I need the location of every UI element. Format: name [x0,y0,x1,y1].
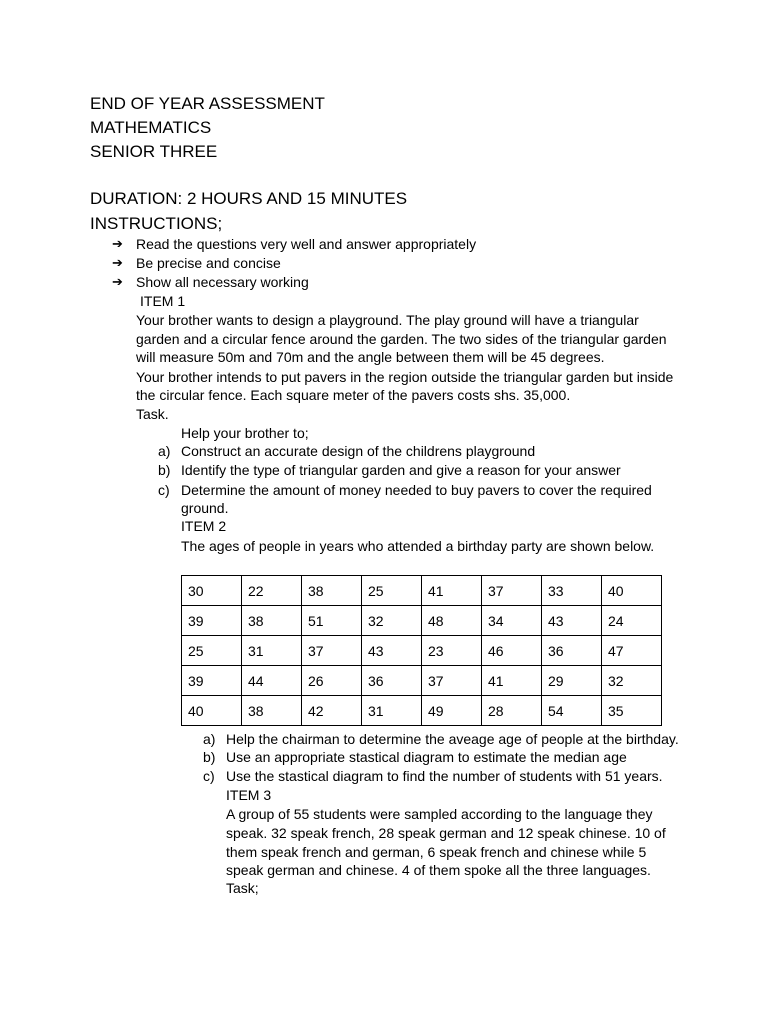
arrow-right-icon: ➔ [112,255,123,270]
table-cell: 40 [182,696,242,726]
table-cell: 39 [182,606,242,636]
question-text: Use an appropriate stastical diagram to estimate the median age [226,749,627,765]
table-cell: 54 [542,696,602,726]
table-cell: 38 [242,696,302,726]
question-label: a) [203,731,216,747]
table-cell: 41 [482,666,542,696]
table-cell: 42 [302,696,362,726]
item3-paragraph-line: speak german and chinese. 4 of them spoke all the three languages. [226,862,651,878]
exam-class: SENIOR THREE [90,142,218,161]
question-label: c) [158,482,170,498]
table-cell: 29 [542,666,602,696]
instruction-item: Show all necessary working [136,274,309,290]
item3-paragraph-line: A group of 55 students were sampled according to the language they [226,806,653,822]
instructions-heading: INSTRUCTIONS; [90,214,223,233]
table-cell: 32 [602,666,662,696]
question-text: Construct an accurate design of the childrens playground [181,443,536,459]
table-cell: 23 [422,636,482,666]
question-label: a) [158,443,171,459]
table-cell: 28 [482,696,542,726]
item3-paragraph-line: speak. 32 speak french, 28 speak german and 12 speak chinese. 10 of [226,825,666,841]
table-cell: 31 [242,636,302,666]
item1-paragraph-line: Your brother wants to design a playground. The play ground will have a triangular [136,312,639,328]
table-cell: 30 [182,576,242,606]
question-text: Determine the amount of money needed to buy pavers to cover the required [181,482,652,498]
item1-paragraph-line: garden and a circular fence around the garden. The two sides of the triangular garden [136,331,667,347]
table-cell: 25 [362,576,422,606]
table-row [182,636,662,666]
item1-paragraph-line: will measure 50m and 70m and the angle between them will be 45 degrees. [136,349,605,365]
table-cell: 38 [242,606,302,636]
table-row [182,606,662,636]
table-cell: 22 [242,576,302,606]
table-cell: 46 [482,636,542,666]
question-label: b) [203,749,216,765]
table-cell: 37 [302,636,362,666]
item3-task-label: Task; [226,880,259,896]
item1-paragraph-line: Your brother intends to put pavers in the region outside the triangular garden but inside [136,369,674,385]
exam-title: END OF YEAR ASSESSMENT [90,94,325,113]
question-label: c) [203,768,215,784]
arrow-right-icon: ➔ [112,274,123,289]
question-text: Identify the type of triangular garden and give a reason for your answer [181,462,621,478]
instruction-item: Be precise and concise [136,255,281,271]
table-cell: 36 [542,636,602,666]
table-cell: 33 [542,576,602,606]
table-cell: 49 [422,696,482,726]
item1-title: ITEM 1 [140,293,186,309]
table-row [182,696,662,726]
item3-title: ITEM 3 [226,787,272,803]
table-cell: 40 [602,576,662,606]
table-cell: 31 [362,696,422,726]
table-cell: 26 [302,666,362,696]
table-cell: 24 [602,606,662,636]
table-cell: 37 [422,666,482,696]
question-text: Help the chairman to determine the aveage age of people at the birthday. [226,731,679,747]
table-cell: 32 [362,606,422,636]
item1-task-label: Task. [136,406,169,422]
question-text: Use the stastical diagram to find the number of students with 51 years. [226,768,663,784]
table-cell: 51 [302,606,362,636]
table-cell: 44 [242,666,302,696]
item2-intro: The ages of people in years who attended a birthday party are shown below. [181,538,655,554]
table-cell: 37 [482,576,542,606]
ages-table [181,575,662,726]
table-cell: 38 [302,576,362,606]
table-cell: 43 [362,636,422,666]
item1-paragraph-line: the circular fence. Each square meter of the pavers costs shs. 35,000. [136,387,571,403]
table-cell: 35 [602,696,662,726]
table-cell: 43 [542,606,602,636]
question-label: b) [158,462,171,478]
item2-title: ITEM 2 [181,518,227,534]
table-row [182,666,662,696]
instruction-item: Read the questions very well and answer appropriately [136,236,477,252]
table-cell: 39 [182,666,242,696]
table-cell: 34 [482,606,542,636]
item3-paragraph-line: them speak french and german, 6 speak french and chinese while 5 [226,844,647,860]
item1-help-label: Help your brother to; [181,425,309,441]
exam-subject: MATHEMATICS [90,118,212,137]
exam-duration: DURATION: 2 HOURS AND 15 MINUTES [90,189,408,208]
table-row [182,576,662,606]
table-cell: 41 [422,576,482,606]
table-cell: 48 [422,606,482,636]
table-cell: 25 [182,636,242,666]
arrow-right-icon: ➔ [112,236,123,251]
question-text: ground. [181,500,229,516]
table-cell: 36 [362,666,422,696]
table-cell: 47 [602,636,662,666]
